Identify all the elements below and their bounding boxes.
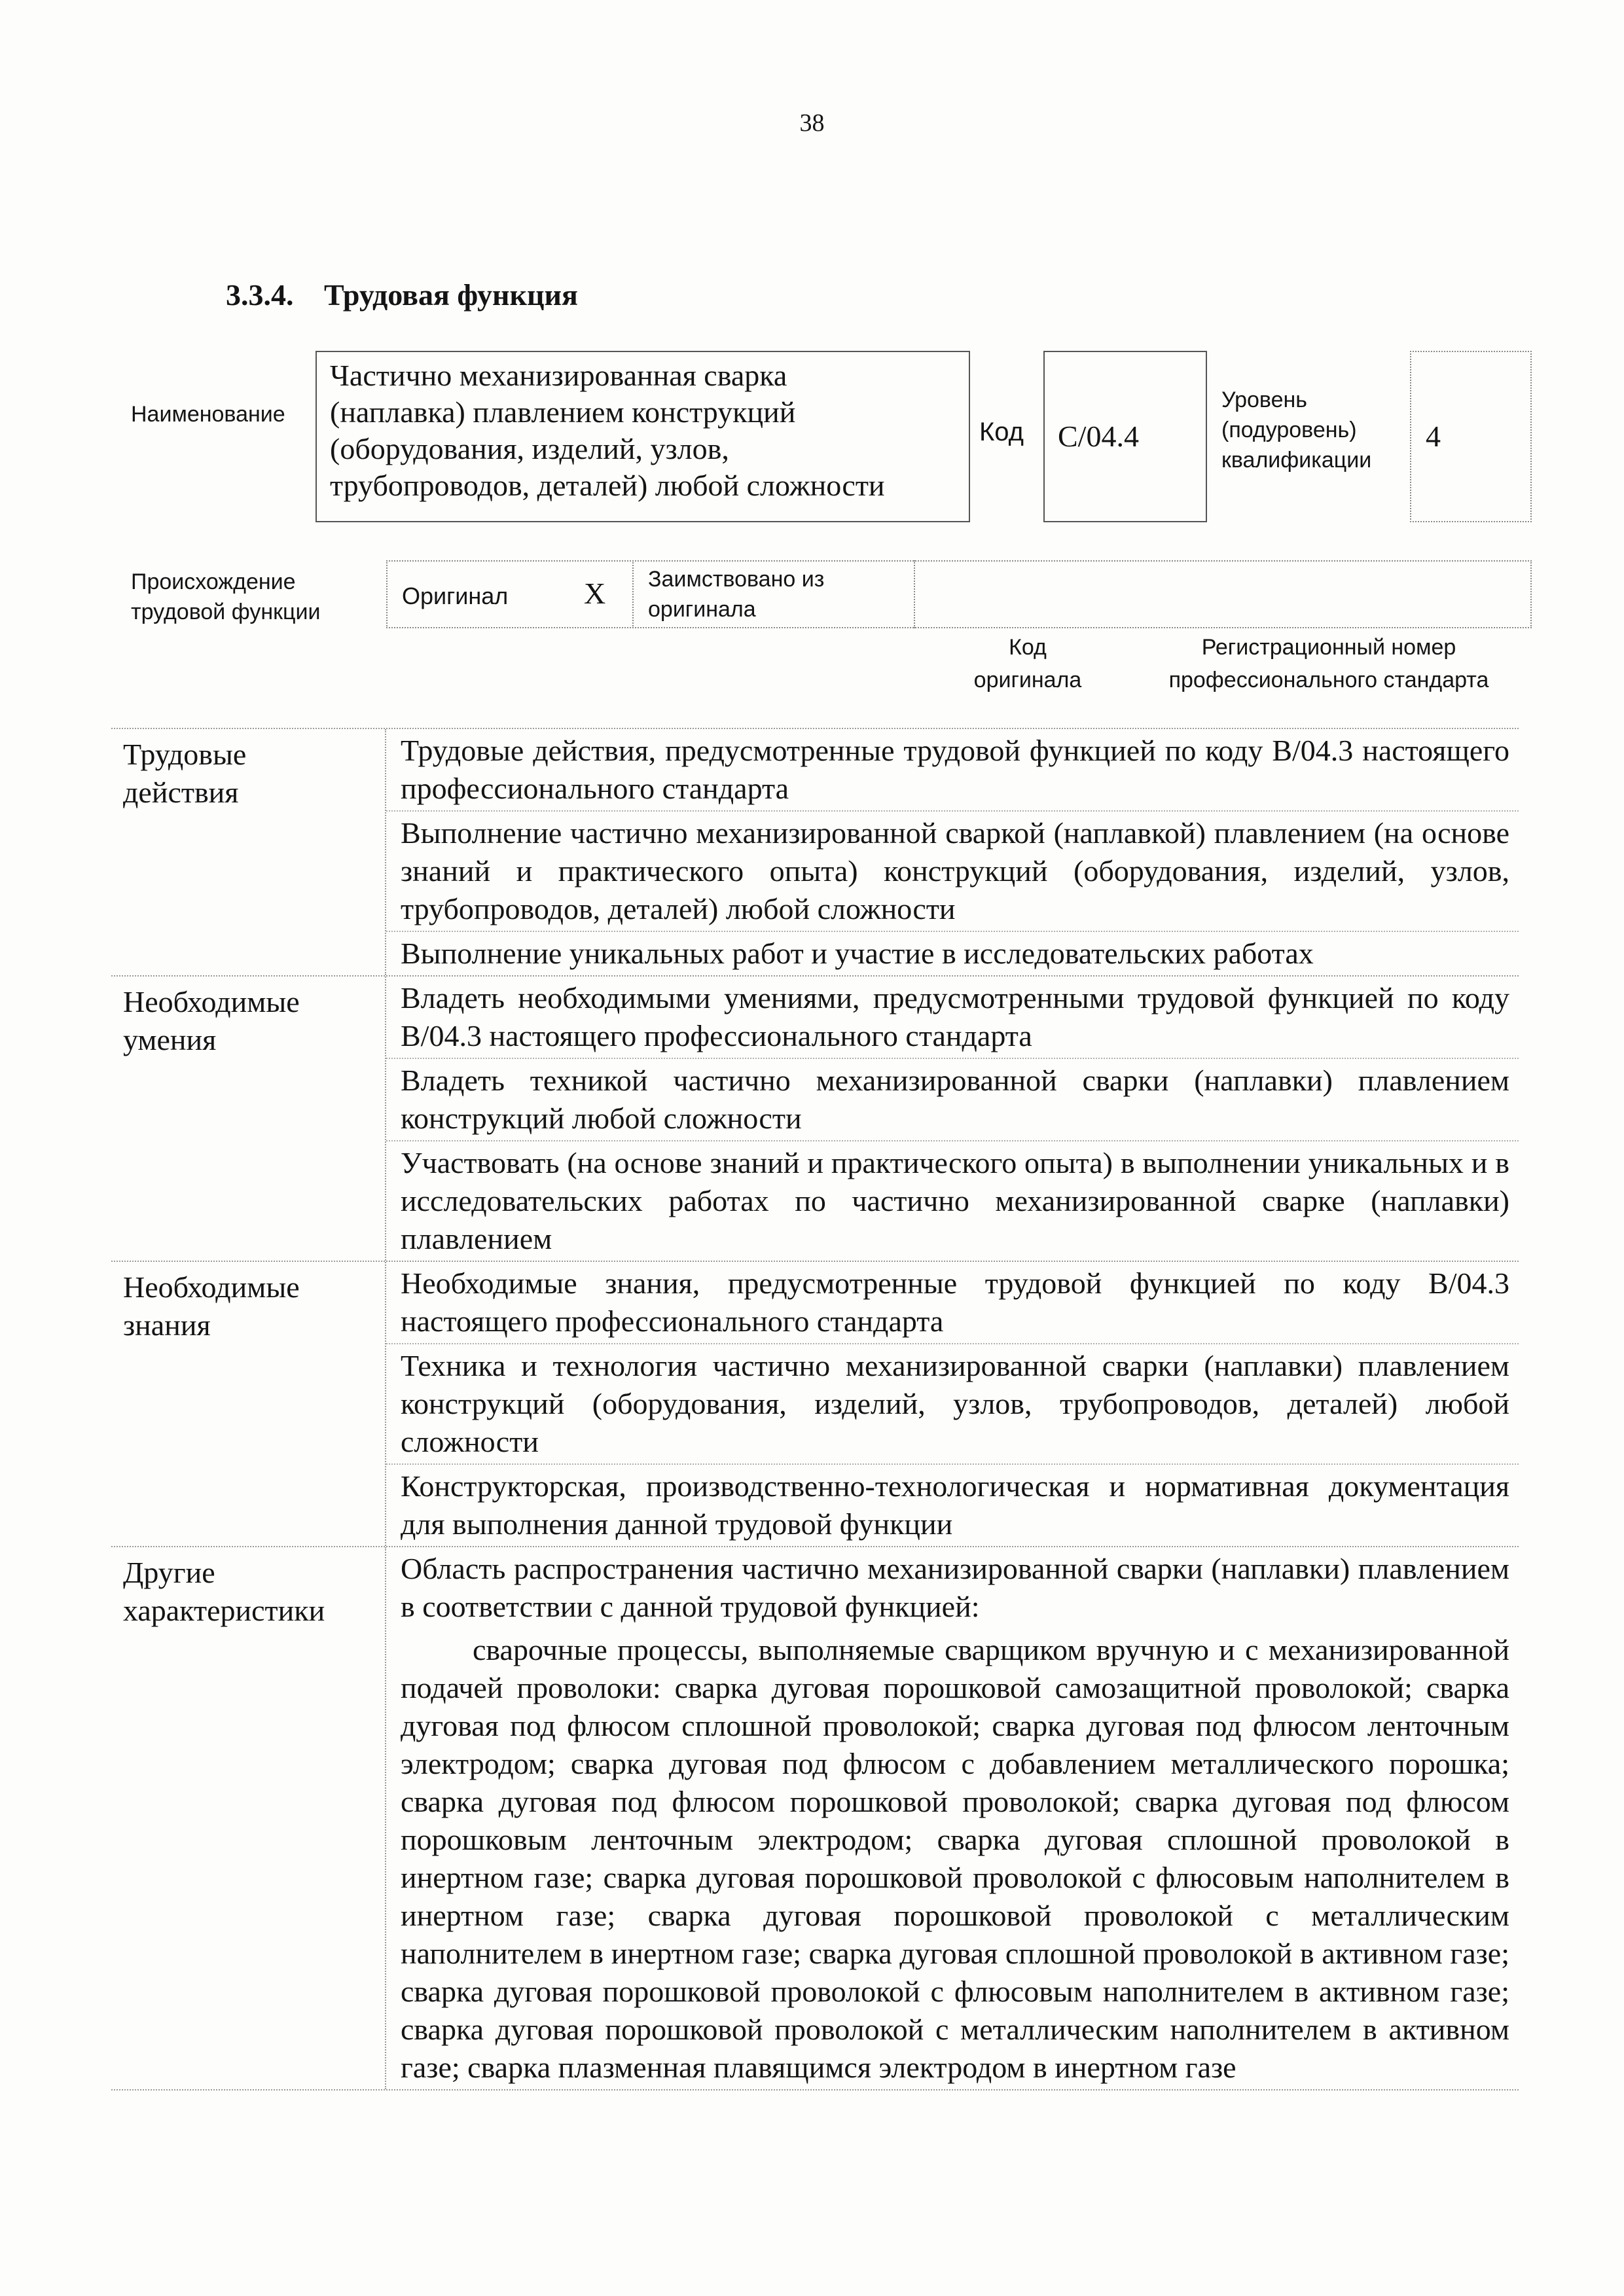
other-characteristics-group: [111, 1546, 1519, 2090]
function-name-line: (оборудования, изделий, узлов,: [330, 432, 729, 465]
group-items: [386, 977, 1519, 1261]
caption-line: оригинала: [973, 668, 1082, 692]
original-label: Оригинал: [402, 583, 509, 609]
borrowed-label-line: Заимствовано из: [648, 567, 825, 592]
caption-line: профессионального стандарта: [1168, 668, 1489, 692]
group-label: [111, 1547, 386, 2089]
code-label: Код: [979, 418, 1024, 446]
reg-number-caption: [1132, 631, 1525, 696]
group-label: [111, 977, 386, 1261]
level-label-line: Уровень: [1221, 387, 1307, 412]
origin-label-line: Происхождение: [131, 569, 296, 594]
function-name-line: трубопроводов, деталей) любой сложности: [330, 469, 885, 502]
group-label-line: Необходимые: [123, 1270, 300, 1304]
borrowed-label-line: оригинала: [648, 597, 756, 622]
group-items: [386, 729, 1519, 975]
name-label: Наименование: [131, 402, 285, 427]
borrowed-label: [648, 564, 824, 624]
section-title: Трудовая функция: [324, 278, 578, 312]
origin-row: [386, 560, 1532, 628]
code-box: [1043, 351, 1207, 522]
group-label-line: характеристики: [123, 1594, 325, 1627]
origin-label-line: трудовой функции: [131, 600, 321, 624]
list-item: Область распространения частично механизированной сварки (наплавки) плавлением в соответствии с данной трудовой функцией:: [401, 1552, 1509, 1623]
group-label-line: Трудовые: [123, 738, 247, 771]
list-item: Трудовые действия, предусмотренные трудовой функцией по коду В/04.3 настоящего профессионального стандарта: [386, 729, 1519, 812]
origin-label: [131, 567, 320, 627]
list-item: Необходимые знания, предусмотренные трудовой функцией по коду В/04.3 настоящего профессионального стандарта: [386, 1262, 1519, 1344]
list-item: Владеть необходимыми умениями, предусмотренными трудовой функцией по коду В/04.3 настоящего профессионального стандарта: [386, 977, 1519, 1059]
required-skills-group: [111, 975, 1519, 1261]
list-item: Владеть техникой частично механизированной сварки (наплавки) плавлением конструкций любой сложности: [386, 1059, 1519, 1141]
original-mark: X: [584, 577, 606, 610]
group-label: [111, 1262, 386, 1546]
list-item: Участвовать (на основе знаний и практического опыта) в выполнении уникальных и в исследовательских работах по частично механизированной сварке (наплавки) плавлением: [401, 1146, 1509, 1255]
caption-line: Код: [1009, 635, 1047, 660]
group-label: [111, 729, 386, 975]
list-item: Конструкторская, производственно-технологическая и нормативная документация для выполнения данной трудовой функции: [401, 1469, 1509, 1541]
group-label-line: Необходимые: [123, 985, 300, 1018]
caption-line: Регистрационный номер: [1201, 635, 1456, 660]
level-value: 4: [1426, 420, 1441, 453]
list-item: Техника и технология частично механизированной сварки (наплавки) плавлением конструкций (оборудования, изделий, узлов, трубопроводов, деталей) любой сложности: [386, 1344, 1519, 1465]
function-name-line: (наплавка) плавлением конструкций: [330, 395, 796, 429]
group-label-line: Другие: [123, 1556, 215, 1589]
code-value: С/04.4: [1058, 420, 1139, 453]
group-label-line: знания: [123, 1308, 211, 1342]
required-knowledge-group: [111, 1261, 1519, 1546]
origin-divider: [632, 560, 634, 628]
paragraph-text: сварочные процессы, выполняемые сварщиком вручную и с механизированной подачей проволоки: сварка дуговая порошковой самозащитной проволокой; сварка дуговая под флюсом сплошной проволокой; сварка дуговая под флюсом ленточным электродом; сварка дуговая под флюсом с добавлением металлического порошка; сварка дуговая под флюсом порошковой проволокой; сварка дуговая под флюсом порошковым ленточным электродом; сварка дуговая сплошной проволокой в инертном газе; сварка дуговая порошковой проволокой с флюсовым наполнителем в инертном газе; сварка дуговая порошковой проволокой с металлическим наполнителем в инертном газе; сварка дуговая сплошной проволокой в активном газе; сварка дуговая порошковой проволокой с флюсовым наполнителем в активном газе; сварка дуговая порошковой проволокой с металлическим наполнителем в активном газе; сварка плазменная плавящимся электродом в инертном газе: [401, 1633, 1509, 2084]
origin-divider: [914, 560, 915, 628]
section-heading: [226, 278, 578, 312]
level-label-line: квалификации: [1221, 448, 1372, 473]
group-label-line: умения: [123, 1023, 217, 1056]
function-name-line: Частично механизированная сварка: [330, 359, 787, 392]
level-box: [1410, 351, 1532, 522]
labor-actions-group: [111, 728, 1519, 975]
group-items: [386, 1547, 1519, 2089]
function-name-box: [316, 351, 970, 522]
list-item: Выполнение частично механизированной сваркой (наплавкой) плавлением (на основе знаний и практического опыта) конструкций (оборудования, изделий, узлов, трубопроводов, деталей) любой сложности: [386, 812, 1519, 932]
section-number: 3.3.4.: [226, 278, 294, 312]
group-items: [386, 1262, 1519, 1546]
group-label-line: действия: [123, 776, 239, 809]
level-label-line: (подуровень): [1221, 418, 1357, 442]
level-label: [1221, 385, 1371, 475]
welding-processes-paragraph: [386, 1628, 1519, 2089]
function-details-table: [111, 728, 1519, 2090]
list-item: Выполнение уникальных работ и участие в исследовательских работах: [401, 937, 1314, 970]
page-number: 38: [799, 109, 825, 137]
original-code-caption: [936, 631, 1119, 696]
